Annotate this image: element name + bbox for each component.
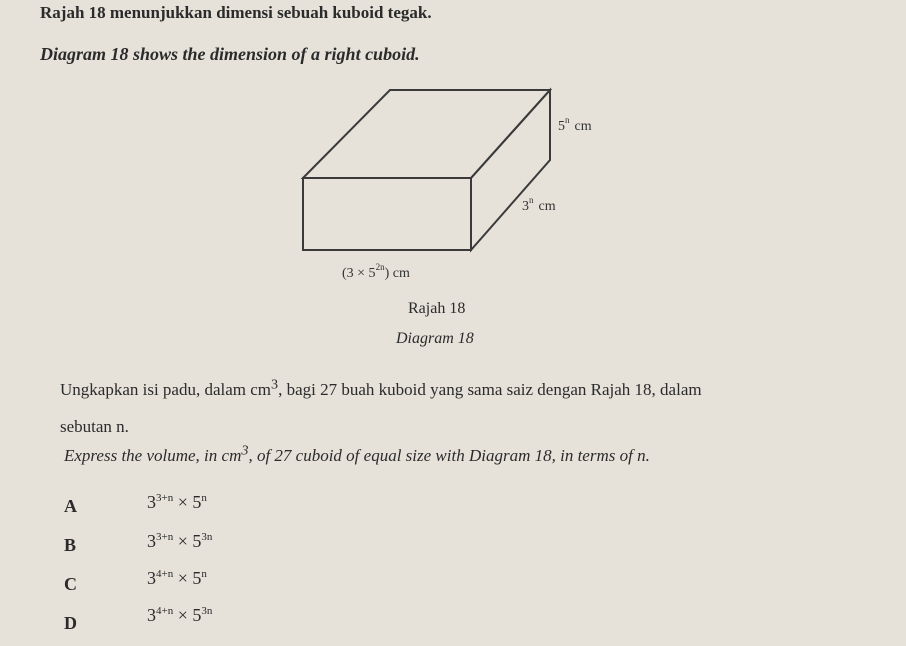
option-letter: B <box>64 535 77 555</box>
cuboid-front-face <box>303 178 471 250</box>
option-letter: A <box>64 496 77 516</box>
cuboid-top-face <box>303 90 550 178</box>
question-english: Express the volume, in $cm^3$, of 27 cuboid of equal size with Diagram 18, in terms of n. <box>64 442 650 465</box>
question-title-malay: Rajah 18 menunjukkan dimensi sebuah kuboid tegak. <box>40 3 432 22</box>
cuboid-diagram <box>290 80 630 295</box>
depth-label: 5$^n$ cm <box>558 115 592 134</box>
height-label: 3$^n$ cm <box>522 195 556 214</box>
option-letter: D <box>64 613 77 633</box>
question-title-english: Diagram 18 shows the dimension of a right cuboid. <box>40 44 420 64</box>
cuboid-side-face <box>471 90 550 250</box>
option-expression: $3^{3+n} \times 5^{3n}$ <box>147 531 213 551</box>
option-expression: $3^{3+n} \times 5^n$ <box>147 492 207 512</box>
diagram-caption-malay: Rajah 18 <box>408 300 466 317</box>
question-malay-line1: Ungkapkan isi padu, dalam $cm^3$, bagi 27 buah kuboid yang sama saiz dengan Rajah 18, dalam <box>60 376 702 399</box>
option-expression: $3^{4+n} \times 5^n$ <box>147 568 207 588</box>
question-malay-line2: sebutan n. <box>60 417 129 436</box>
length-label: $(3 \times 5^{2n})$ cm <box>342 262 410 281</box>
option-expression: $3^{4+n} \times 5^{3n}$ <box>147 605 213 625</box>
option-letter: C <box>64 574 77 594</box>
diagram-caption-english: Diagram 18 <box>396 330 474 347</box>
